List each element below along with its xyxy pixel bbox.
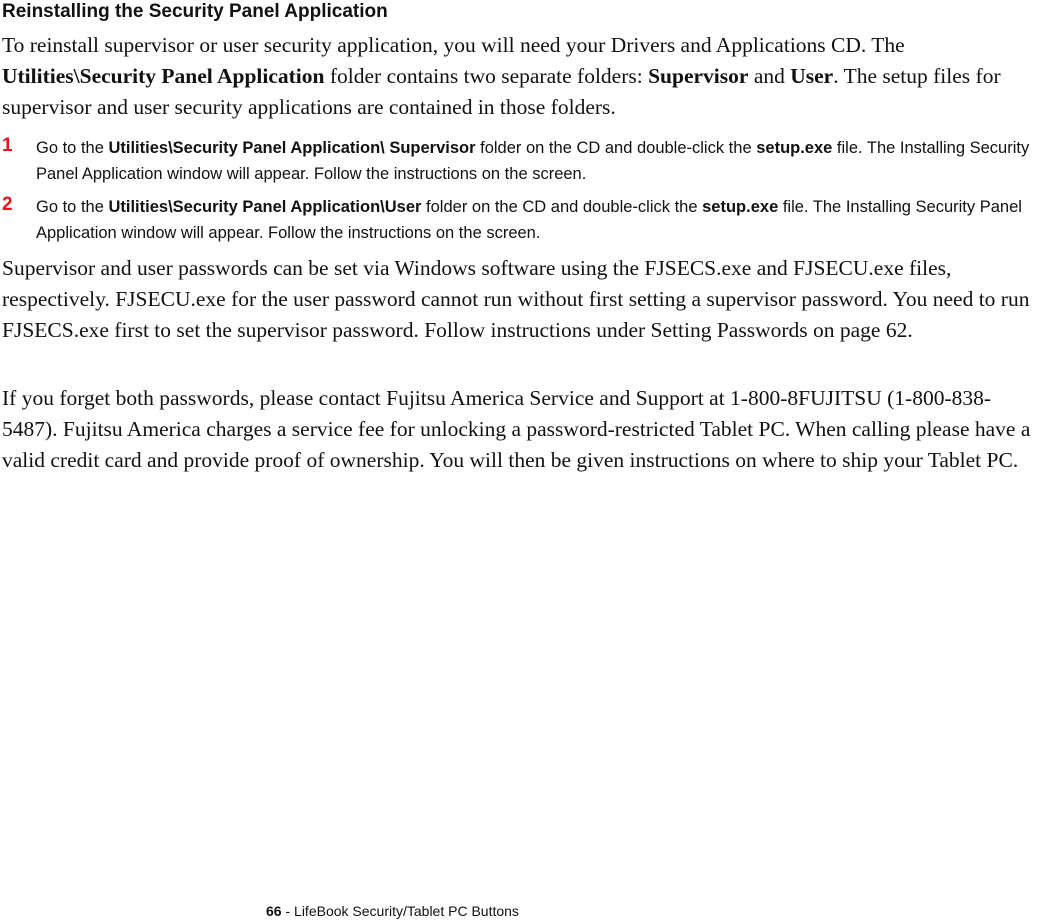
step-text: file. The Installing Security Panel Application window will appear. Follow the instructions on the screen.: [36, 198, 1022, 242]
intro-text-4: . The setup files for supervisor and user security applications are contained in those folders.: [2, 64, 1001, 119]
step-folder-path: Utilities\Security Panel Application\User: [108, 198, 422, 216]
step-setup-file: setup.exe: [756, 139, 833, 157]
footer-page-number: 66: [266, 903, 282, 919]
intro-text-1: To reinstall supervisor or user security application, you will need your Drivers and Applications CD. The: [2, 33, 905, 57]
page-footer: [266, 902, 519, 920]
footer-title: LifeBook Security/Tablet PC Buttons: [294, 903, 519, 919]
step-text: Go to the: [36, 198, 109, 216]
step-number: 2: [2, 194, 13, 215]
intro-paragraph: [2, 30, 1042, 123]
step-item: [2, 135, 1042, 187]
footer-separator: -: [281, 903, 295, 919]
intro-text-3: and: [748, 64, 791, 88]
step-item: [2, 194, 1042, 246]
step-text: Go to the: [36, 139, 109, 157]
intro-folder-path: Utilities\Security Panel Application: [2, 64, 325, 88]
step-setup-file: setup.exe: [702, 198, 779, 216]
install-steps-list: [2, 135, 1042, 253]
passwords-paragraph: Supervisor and user passwords can be set via Windows software using the FJSECS.exe and FJSECU.exe files, respectively. FJSECU.exe for the user password cannot run without first setting a supervisor password. You need to run FJSECS.exe first to set the supervisor password. Follow instructions under Setting Passwords on page 62.: [2, 256, 1030, 342]
intro-supervisor-folder: Supervisor: [648, 64, 749, 88]
forgotten-passwords-paragraph: If you forget both passwords, please contact Fujitsu America Service and Support at 1-800-8FUJITSU (1-800-838-5487). Fujitsu America charges a service fee for unlocking a password-restricted Tablet PC. When calling please have a valid credit card and provide proof of ownership. You will then be given instructions on where to ship your Tablet PC.: [2, 386, 1031, 472]
intro-user-folder: User: [790, 64, 834, 88]
step-text: folder on the CD and double-click the: [475, 139, 757, 157]
step-text: folder on the CD and double-click the: [421, 198, 703, 216]
step-text: file. The Installing Security Panel Application window will appear. Follow the instructions on the screen.: [36, 139, 1030, 183]
step-number: 1: [2, 135, 13, 156]
step-folder-path: Utilities\Security Panel Application\ Supervisor: [108, 139, 476, 157]
section-heading: Reinstalling the Security Panel Application: [2, 1, 388, 22]
intro-text-2: folder contains two separate folders:: [324, 64, 649, 88]
